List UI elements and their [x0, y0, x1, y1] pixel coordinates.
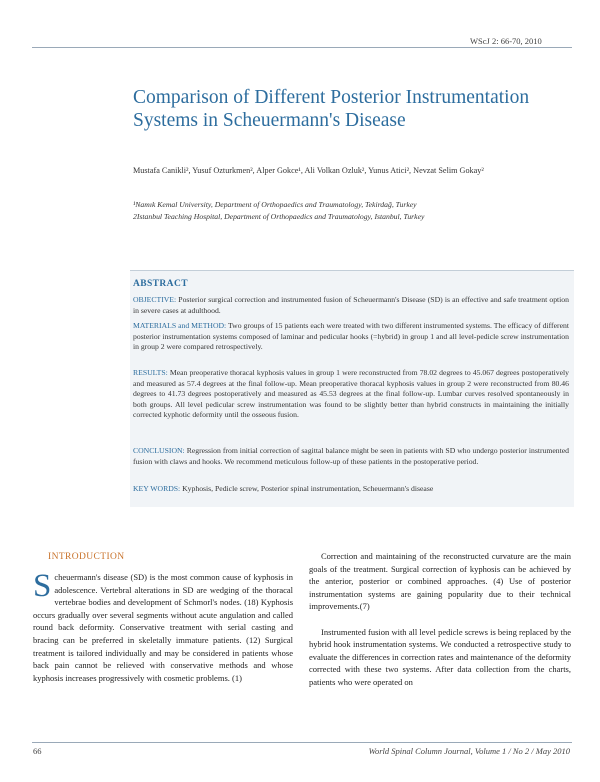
drop-cap: S — [33, 568, 52, 604]
author-list: Mustafa Canikli², Yusuf Ozturkmen², Alper Gokce¹, Ali Volkan Ozluk², Yunus Atici², Nevzat Selim Gokay² — [133, 166, 484, 175]
intro-right-paragraph-2: Instrumented fusion with all level pedicle screws is being replaced by the hybrid hook instrumentation systems. We conducted a retrospective study to evaluate the differences in correction rates and maintenance of the deformity corrected with these two systems. After data collection from the charts, patients who were operated on — [309, 626, 571, 687]
abstract-objective — [133, 295, 569, 316]
header-rule — [32, 47, 572, 48]
page-number: 66 — [33, 746, 42, 756]
affiliations — [133, 199, 563, 223]
journal-reference: WScJ 2: 66-70, 2010 — [470, 36, 542, 46]
keywords-text: Kyphosis, Pedicle screw, Posterior spinal instrumentation, Scheuermann's disease — [182, 484, 434, 493]
abstract-heading: ABSTRACT — [133, 279, 188, 289]
footer-rule — [32, 742, 572, 743]
article-title: Comparison of Different Posterior Instrumentation Systems in Scheuermann's Disease — [133, 87, 530, 131]
conclusion-text: Regression from initial correction of sagittal balance might be seen in patients with SD who undergo posterior instrumented fusion with claws and hooks. We recommend meticulous follow-up of these patients in the postoperative period. — [133, 446, 570, 466]
abstract-conclusion — [133, 446, 569, 467]
affiliation-2: 2Istanbul Teaching Hospital, Department of Orthopaedics and Traumatology, Istanbul, Turkey — [133, 212, 425, 221]
results-text: Mean preoperative thoracal kyphosis values in group 1 were reconstructed from 78.02 degrees to 45.067 degrees postoperatively and measured as 57.4 degrees at the final follow-up. Mean preoperative thoracal kyphosis values in group 2 were reconstructed from 80.46 degrees to 41.73 degrees postoperatively and measured as 45.53 degrees at the final follow-up. Lumbar curves resolved spontaneously in both groups. All level pedicular screw instrumentation was found to be slightly better than hybrid constructs in maintaining the initially corrected kyphotic deformity until the osseous fusion. — [133, 368, 569, 420]
objective-text: Posterior surgical correction and instrumented fusion of Scheuermann's Disease (SD) is an effective and safe treatment option in severe cases at adulthood. — [133, 295, 569, 315]
conclusion-label: CONCLUSION: — [133, 446, 185, 455]
keywords-label: KEY WORDS: — [133, 484, 181, 493]
intro-left-text: cheuermann's disease (SD) is the most common cause of kyphosis in adolescence. Vertebral alterations in SD are wedging of the thoracal vertebrae bodies and development of Schmorl's nodes. (18) Kyphosis occurs gradually over several segments without acute angulation and called round back deformity. Conservative treatment with serial casting and bracing can be preferred in skeletally immature patients. (12) Surgical treatment is tailored individually and may be considered in patients whose back pain cannot be relieved with conservative methods and whose kyphosis increases progressively with cosmetic problems. (1) — [33, 572, 293, 683]
affiliation-1: ¹Namık Kemal University, Department of Orthopaedics and Traumatology, Tekirdağ, Turkey — [133, 200, 417, 209]
methods-label: MATERIALS and METHOD: — [133, 321, 227, 330]
abstract-methods — [133, 321, 569, 353]
intro-left-column — [33, 568, 293, 684]
intro-paragraph-1 — [33, 568, 293, 684]
objective-label: OBJECTIVE: — [133, 295, 177, 304]
intro-right-column — [309, 550, 571, 689]
abstract-keywords — [133, 484, 569, 495]
footer-journal: World Spinal Column Journal, Volume 1 / No 2 / May 2010 — [368, 746, 570, 756]
methods-text: Two groups of 15 patients each were treated with two different instrumented systems. The efficacy of different posterior instrumentation systems composed of laminar and pedicular hooks (=hybrid) in group 1 and all level-pedicle screw instrumentation in group 2 were compared retrospectively. — [133, 321, 569, 352]
intro-right-paragraph-1: Correction and maintaining of the reconstructed curvature are the main goals of the treatment. Surgical correction of kyphosis can be achieved by the anterior, posterior or combined approaches. (4) Use of posterior instrumentation systems are gaining popularity due to their technical improvements.(7) — [309, 551, 571, 612]
abstract-results — [133, 368, 569, 421]
results-label: RESULTS: — [133, 368, 168, 377]
introduction-heading: INTRODUCTION — [48, 552, 125, 562]
